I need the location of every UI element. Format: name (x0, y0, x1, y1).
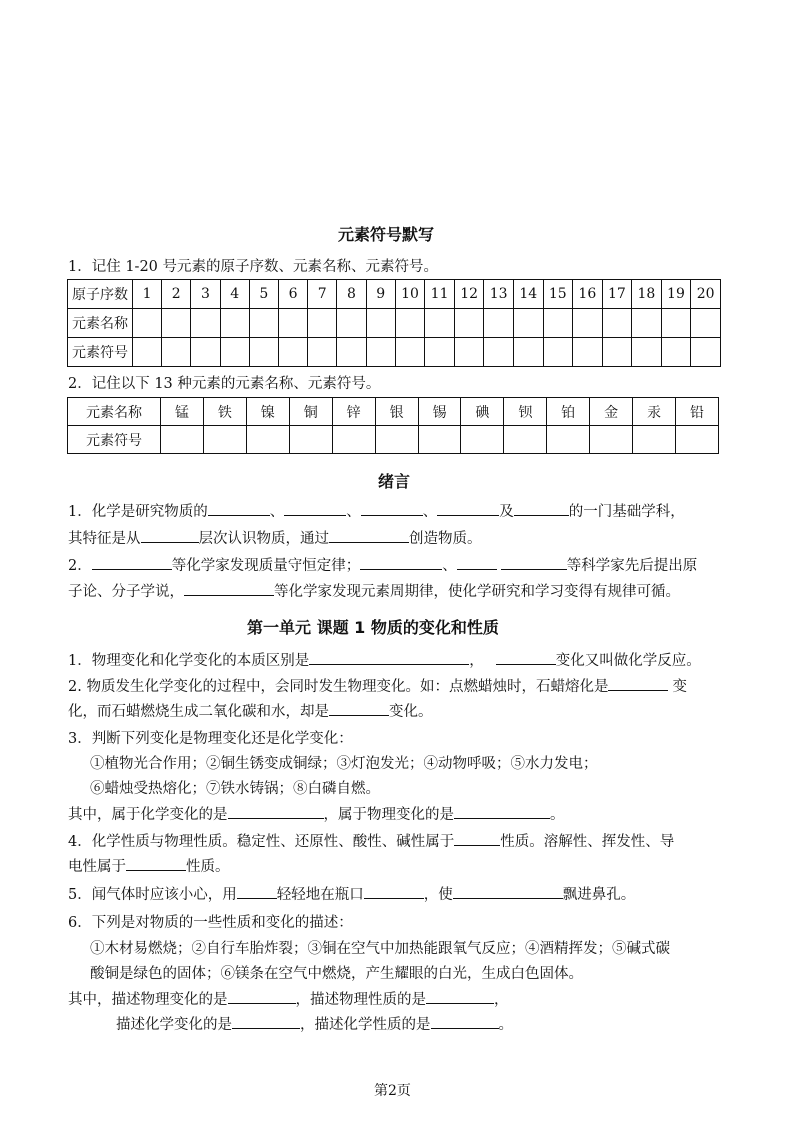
section-title-element-symbols: 元素符号默写 (338, 225, 435, 244)
row-label-element-symbol: 元素符号 (68, 338, 133, 367)
text: 变 (672, 679, 687, 695)
text: 、 (346, 504, 361, 520)
element-symbol-input-cell[interactable] (366, 338, 395, 367)
fill-blank[interactable] (141, 528, 199, 543)
element-name-input-cell[interactable] (573, 309, 603, 338)
fill-blank[interactable] (454, 831, 500, 846)
element-symbol-input-cell[interactable] (547, 426, 590, 454)
question-1-text: 1．记住 1-20 号元素的原子序数、元素名称、元素符号。 (68, 259, 439, 275)
element-symbol-input-cell[interactable] (308, 338, 337, 367)
element-symbol-input-cell[interactable] (337, 338, 366, 367)
element-symbol-input-cell[interactable] (632, 338, 662, 367)
element-name-cell: 锰 (161, 398, 204, 426)
unit1-question-6-answer-2 (116, 1013, 513, 1034)
text: 描述化学变化的是 (116, 1017, 232, 1033)
unit1-question-4-line-2 (68, 855, 230, 876)
element-name-input-cell[interactable] (602, 309, 632, 338)
atomic-number-cell: 17 (602, 280, 632, 309)
text: 、 (269, 504, 285, 520)
text: ，描述化学性质的是 (300, 1017, 431, 1033)
element-symbol-input-cell[interactable] (676, 426, 719, 454)
atomic-number-cell: 9 (366, 280, 395, 309)
element-name-input-cell[interactable] (162, 309, 191, 338)
element-name-cell: 铁 (203, 398, 246, 426)
element-name-cell: 锡 (418, 398, 461, 426)
text: 等科学家先后提出原 (566, 558, 698, 574)
text: 变化。 (389, 704, 433, 720)
text: 、 (422, 504, 438, 520)
table-row-atomic-number (68, 280, 721, 309)
atomic-number-cell: 20 (691, 280, 721, 309)
element-symbol-input-cell[interactable] (418, 426, 461, 454)
fill-blank[interactable] (426, 989, 494, 1004)
element-name-cell: 铅 (676, 398, 719, 426)
unit1-question-3-items-2: ⑥蜡烛受热熔化；⑦铁水铸锅；⑧白磷自燃。 (90, 781, 380, 797)
element-symbol-input-cell[interactable] (484, 338, 514, 367)
row-label-element-name: 元素名称 (68, 398, 161, 426)
element-symbol-input-cell[interactable] (454, 338, 484, 367)
element-name-input-cell[interactable] (484, 309, 514, 338)
text: 等化学家发现元素周期律，使化学研究和学习变得有规律可循。 (274, 584, 680, 600)
text: 等化学家发现质量守恒定律； (171, 558, 361, 574)
text: ，描述物理性质的是 (295, 992, 426, 1008)
fill-blank[interactable] (608, 676, 668, 691)
fill-blank[interactable] (431, 1014, 499, 1029)
text: 1．物理变化和化学变化的本质区别是 (68, 653, 310, 669)
unit1-question-4-line-1 (68, 830, 674, 851)
atomic-number-cell: 8 (337, 280, 366, 309)
element-symbol-input-cell[interactable] (278, 338, 307, 367)
element-name-input-cell[interactable] (191, 309, 220, 338)
element-symbol-input-cell[interactable] (461, 426, 504, 454)
element-name-cell: 锌 (332, 398, 375, 426)
elements-13-table (67, 397, 719, 454)
fill-blank[interactable] (501, 555, 567, 570)
fill-blank[interactable] (232, 1014, 300, 1029)
element-name-input-cell[interactable] (661, 309, 691, 338)
intro-line-2 (68, 527, 482, 548)
element-symbol-input-cell[interactable] (543, 338, 573, 367)
row-label-element-name: 元素名称 (68, 309, 133, 338)
element-symbol-input-cell[interactable] (132, 338, 161, 367)
table-row-element-symbol (68, 426, 719, 454)
page-number: 第2页 (374, 1083, 411, 1099)
unit1-question-6: 6．下列是对物质的一些性质和变化的描述： (68, 915, 353, 931)
fill-blank[interactable] (284, 501, 346, 516)
atomic-number-cell: 2 (162, 280, 191, 309)
element-name-input-cell[interactable] (278, 309, 307, 338)
element-symbol-input-cell[interactable] (590, 426, 633, 454)
element-symbol-input-cell[interactable] (573, 338, 603, 367)
fill-blank[interactable] (228, 804, 324, 819)
element-symbol-input-cell[interactable] (203, 426, 246, 454)
atomic-number-cell: 13 (484, 280, 514, 309)
atomic-number-cell: 14 (513, 280, 543, 309)
text: 性质。 (186, 859, 230, 875)
text: 。 (498, 1017, 513, 1033)
text: 1．化学是研究物质的 (68, 504, 208, 520)
text: 性质。溶解性、挥发性、导 (500, 834, 675, 850)
element-symbol-input-cell[interactable] (602, 338, 632, 367)
intro-line-3 (68, 554, 697, 575)
atomic-number-cell: 12 (454, 280, 484, 309)
element-name-input-cell[interactable] (249, 309, 278, 338)
unit1-question-3-answer (68, 803, 565, 824)
element-symbol-input-cell[interactable] (375, 426, 418, 454)
element-symbol-input-cell[interactable] (161, 426, 204, 454)
element-name-cell: 银 (375, 398, 418, 426)
atomic-number-cell: 16 (573, 280, 603, 309)
element-name-input-cell[interactable] (691, 309, 721, 338)
element-name-input-cell[interactable] (132, 309, 161, 338)
element-name-input-cell[interactable] (366, 309, 395, 338)
unit1-question-3-items-1: ①植物光合作用；②铜生锈变成铜绿；③灯泡发光；④动物呼吸；⑤水力发电； (90, 756, 598, 772)
section-title-introduction: 绪言 (378, 472, 411, 491)
element-name-input-cell[interactable] (513, 309, 543, 338)
element-symbol-input-cell[interactable] (162, 338, 191, 367)
text: 其中，描述物理变化的是 (68, 992, 228, 1008)
text: 变化又叫做化学反应。 (555, 653, 701, 669)
fill-blank[interactable] (514, 501, 569, 516)
element-name-cell: 铂 (547, 398, 590, 426)
unit1-question-6-items-1: ①木材易燃烧；②自行车胎炸裂；③铜在空气中加热能跟氧气反应；④酒精挥发；⑤碱式碳 (90, 941, 670, 957)
fill-blank[interactable] (360, 555, 442, 570)
unit1-question-2-line-1 (68, 675, 687, 696)
atomic-number-cell: 18 (632, 280, 662, 309)
table-row-element-name (68, 398, 719, 426)
text: 层次认识物质，通过 (198, 531, 329, 547)
atomic-number-cell: 11 (425, 280, 455, 309)
text: 飘进鼻孔。 (562, 887, 636, 903)
fill-blank[interactable] (309, 650, 469, 665)
text: 4．化学性质与物理性质。稳定性、还原性、酸性、碱性属于 (68, 834, 455, 850)
fill-blank[interactable] (92, 555, 172, 570)
element-name-cell: 汞 (633, 398, 676, 426)
unit1-question-6-answer-1 (68, 988, 509, 1009)
element-name-cell: 铜 (289, 398, 332, 426)
atomic-number-cell: 19 (661, 280, 691, 309)
element-name-input-cell[interactable] (454, 309, 484, 338)
element-name-input-cell[interactable] (220, 309, 249, 338)
element-name-input-cell[interactable] (543, 309, 573, 338)
text: 创造物质。 (409, 531, 482, 547)
element-symbol-input-cell[interactable] (633, 426, 676, 454)
unit1-question-2-line-2 (68, 700, 433, 721)
text: ， (469, 653, 484, 669)
text: ， (494, 992, 509, 1008)
text: 其特征是从 (68, 531, 141, 547)
text: 化，而石蜡燃烧生成二氧化碳和水，却是 (68, 704, 329, 720)
atomic-number-cell: 10 (395, 280, 425, 309)
text: 及 (499, 504, 514, 520)
intro-line-1 (68, 500, 685, 521)
fill-blank[interactable] (361, 501, 423, 516)
atomic-number-cell: 1 (132, 280, 161, 309)
question-2-text: 2．记住以下 13 种元素的元素名称、元素符号。 (68, 376, 381, 392)
atomic-number-cell: 15 (543, 280, 573, 309)
fill-blank[interactable] (126, 856, 186, 871)
element-name-cell: 钡 (504, 398, 547, 426)
fill-blank[interactable] (208, 501, 270, 516)
element-name-cell: 碘 (461, 398, 504, 426)
element-symbol-input-cell[interactable] (332, 426, 375, 454)
section-title-unit-1: 第一单元 课题 1 物质的变化和性质 (247, 618, 499, 637)
unit1-question-1 (68, 649, 701, 670)
element-name-cell: 金 (590, 398, 633, 426)
unit1-question-3: 3．判断下列变化是物理变化还是化学变化： (68, 731, 353, 747)
table-row-element-name (68, 309, 721, 338)
atomic-number-cell: 4 (220, 280, 249, 309)
text: 2． (68, 558, 92, 574)
element-symbol-input-cell[interactable] (513, 338, 543, 367)
text: ，使 (423, 887, 453, 903)
element-symbol-input-cell[interactable] (661, 338, 691, 367)
element-name-input-cell[interactable] (395, 309, 425, 338)
element-name-input-cell[interactable] (308, 309, 337, 338)
fill-blank[interactable] (454, 804, 550, 819)
unit1-question-5 (68, 883, 635, 904)
element-name-input-cell[interactable] (425, 309, 455, 338)
atomic-number-cell: 3 (191, 280, 220, 309)
fill-blank[interactable] (453, 884, 563, 899)
fill-blank[interactable] (437, 501, 499, 516)
element-symbol-input-cell[interactable] (249, 338, 278, 367)
element-symbol-input-cell[interactable] (220, 338, 249, 367)
text: ，属于物理变化的是 (323, 807, 454, 823)
text: 其中，属于化学变化的是 (68, 807, 228, 823)
atomic-number-cell: 6 (278, 280, 307, 309)
element-name-input-cell[interactable] (632, 309, 662, 338)
text: 电性属于 (68, 859, 126, 875)
fill-blank[interactable] (457, 555, 497, 570)
element-symbol-input-cell[interactable] (504, 426, 547, 454)
unit1-question-6-items-2: 酸铜是绿色的固体；⑥镁条在空气中燃烧，产生耀眼的白光，生成白色固体。 (90, 966, 583, 982)
fill-blank[interactable] (329, 701, 389, 716)
element-symbol-input-cell[interactable] (691, 338, 721, 367)
text: 、 (442, 558, 457, 574)
text: 2. 物质发生化学变化的过程中，会同时发生物理变化。如：点燃蜡烛时，石蜡熔化是 (68, 679, 609, 695)
text: 。 (550, 807, 565, 823)
text: 轻轻地在瓶口 (276, 887, 364, 903)
fill-blank[interactable] (184, 581, 274, 596)
element-name-cell: 镍 (246, 398, 289, 426)
fill-blank[interactable] (364, 884, 424, 899)
row-label-atomic-number: 原子序数 (68, 280, 133, 309)
atomic-number-cell: 5 (249, 280, 278, 309)
text: 子论、分子学说， (68, 584, 184, 600)
element-symbol-input-cell[interactable] (191, 338, 220, 367)
table-row-element-symbol (68, 338, 721, 367)
element-symbol-input-cell[interactable] (289, 426, 332, 454)
element-symbol-input-cell[interactable] (425, 338, 455, 367)
fill-blank[interactable] (329, 528, 409, 543)
fill-blank[interactable] (228, 989, 296, 1004)
text: 5．闻气体时应该小心，用 (68, 887, 237, 903)
element-symbol-input-cell[interactable] (395, 338, 425, 367)
elements-1-20-table (67, 279, 721, 367)
element-name-input-cell[interactable] (337, 309, 366, 338)
atomic-number-cell: 7 (308, 280, 337, 309)
fill-blank[interactable] (237, 884, 277, 899)
text: 的一门基础学科， (568, 504, 685, 520)
fill-blank[interactable] (496, 650, 556, 665)
element-symbol-input-cell[interactable] (246, 426, 289, 454)
row-label-element-symbol: 元素符号 (68, 426, 161, 454)
intro-line-4 (68, 580, 680, 601)
